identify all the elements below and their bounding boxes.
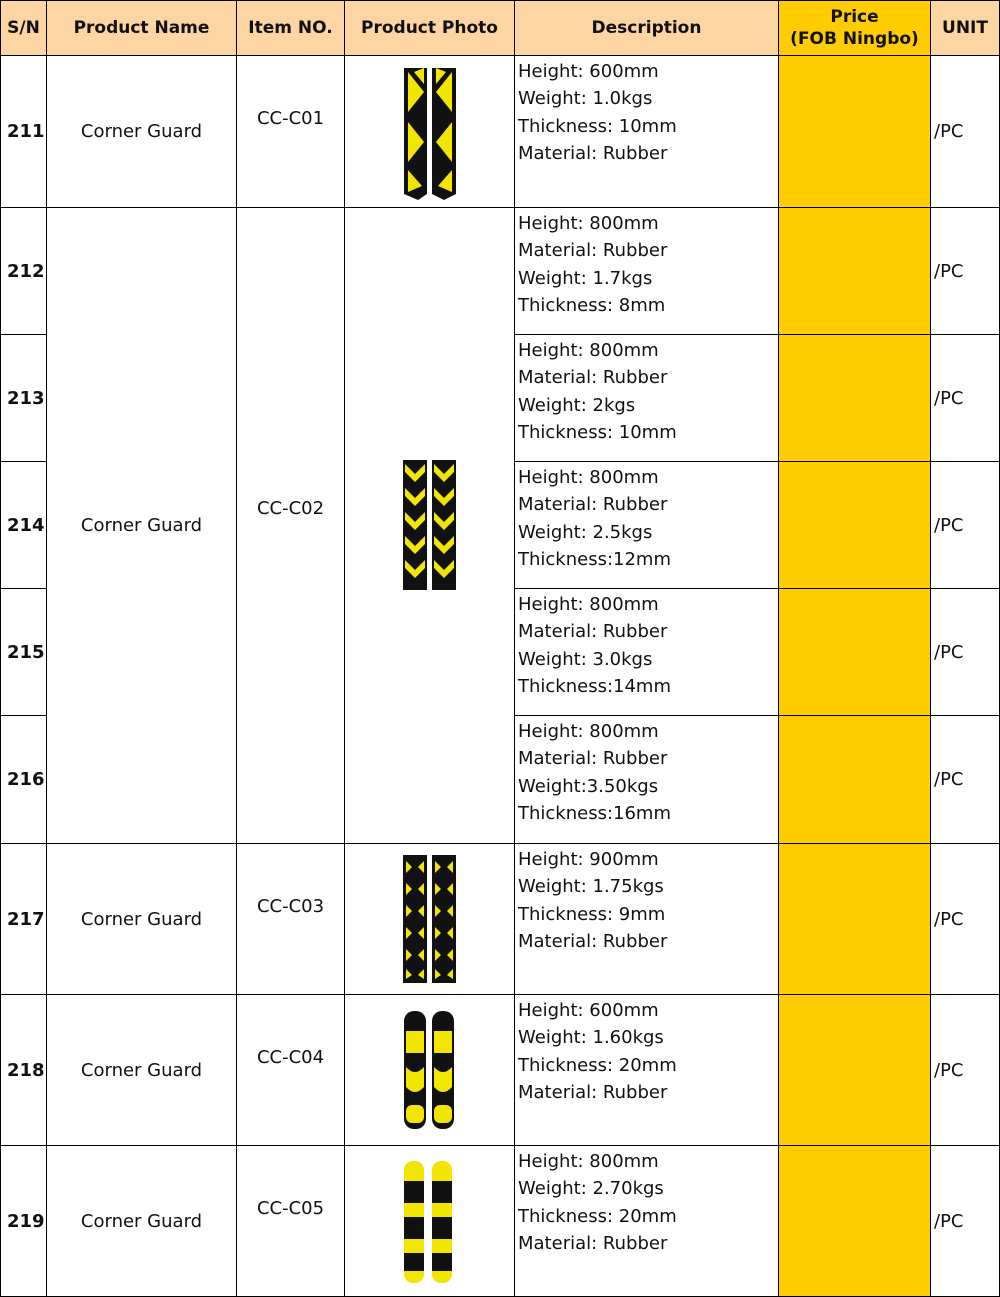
unit-value: /PC: [934, 260, 964, 282]
unit-cell: [930, 843, 1000, 995]
sn-cell: [0, 461, 47, 589]
description-cell: [514, 588, 779, 716]
unit-value: /PC: [934, 514, 964, 536]
sn-cell: [0, 843, 47, 995]
product-photo-cell: [344, 843, 515, 995]
sn-cell: [0, 588, 47, 716]
description-line: Material: Rubber: [518, 142, 668, 164]
description-line: Thickness: 10mm: [518, 115, 677, 137]
item-no: CC-C05: [256, 1198, 325, 1219]
description-line: Weight: 1.0kgs: [518, 88, 653, 110]
header-unit-label: UNIT: [942, 17, 988, 38]
description-line: Weight:3.50kgs: [518, 775, 659, 797]
description-line: Weight: 3.0kgs: [518, 648, 653, 670]
description-line: Thickness:16mm: [518, 802, 671, 824]
item-no: CC-C03: [256, 896, 325, 917]
price-cell: [778, 588, 931, 716]
item-no: CC-C04: [256, 1047, 325, 1068]
serial-number: 215: [7, 641, 45, 663]
header-price-label: Price: [830, 6, 879, 27]
description-line: Height: 900mm: [518, 849, 659, 870]
description-line: Weight: 2.5kgs: [518, 521, 653, 543]
header-description-label: Description: [591, 17, 702, 38]
chevron-corner-guard-icon: [400, 62, 460, 202]
unit-cell: [930, 994, 1000, 1146]
serial-number: 213: [7, 387, 45, 409]
header-product-name: [46, 0, 237, 56]
header-unit: [930, 0, 1000, 56]
product-name-cell: [46, 1145, 237, 1297]
description-cell: [514, 843, 779, 995]
chevron-corner-guard-icon: [400, 456, 460, 596]
description-line: Material: Rubber: [518, 748, 668, 770]
product-photo-cell: [344, 55, 515, 208]
header-price-terms: (FOB Ningbo): [790, 29, 919, 49]
item-no-cell: [236, 843, 345, 995]
striped-corner-guard-icon: [400, 849, 460, 989]
unit-cell: [930, 55, 1000, 208]
description-line: Weight: 1.7kgs: [518, 267, 653, 289]
description-cell: [514, 994, 779, 1146]
description-line: Material: Rubber: [518, 494, 668, 516]
price-cell: [778, 715, 931, 844]
unit-cell: [930, 715, 1000, 844]
item-no: CC-C02: [256, 498, 325, 519]
description-line: Material: Rubber: [518, 1081, 668, 1103]
product-name-cell: [46, 55, 237, 208]
description-cell: [514, 55, 779, 208]
unit-cell: [930, 588, 1000, 716]
unit-value: /PC: [934, 1059, 964, 1081]
item-no: CC-C01: [256, 108, 325, 129]
sn-cell: [0, 55, 47, 208]
serial-number: 219: [7, 1210, 45, 1232]
description-line: Height: 800mm: [518, 1151, 659, 1172]
description-line: Height: 800mm: [518, 340, 659, 361]
price-cell: [778, 1145, 931, 1297]
description-line: Height: 800mm: [518, 467, 659, 488]
price-cell: [778, 55, 931, 208]
price-cell: [778, 461, 931, 589]
serial-number: 218: [7, 1059, 45, 1081]
description-line: Height: 600mm: [518, 1000, 659, 1021]
description-line: Weight: 1.60kgs: [518, 1027, 664, 1049]
item-no-cell: [236, 994, 345, 1146]
description-line: Thickness: 20mm: [518, 1054, 677, 1076]
header-item-no: [236, 0, 345, 56]
price-cell: [778, 843, 931, 995]
product-name-cell: [46, 843, 237, 995]
serial-number: 212: [7, 260, 45, 282]
product-name: Corner Guard: [80, 121, 203, 142]
price-cell: [778, 334, 931, 462]
header-item-no-label: Item NO.: [248, 17, 333, 38]
header-product-photo: [344, 0, 515, 56]
description-cell: [514, 461, 779, 589]
item-no-cell: [236, 207, 345, 844]
header-sn: [0, 0, 47, 56]
description-line: Material: Rubber: [518, 367, 668, 389]
description-line: Material: Rubber: [518, 1232, 668, 1254]
description-line: Height: 800mm: [518, 594, 659, 615]
description-line: Weight: 2.70kgs: [518, 1178, 664, 1200]
sn-cell: [0, 207, 47, 335]
description-line: Thickness: 9mm: [518, 903, 666, 925]
product-name: Corner Guard: [80, 1059, 203, 1081]
header-product-photo-label: Product Photo: [361, 17, 498, 38]
description-line: Thickness:14mm: [518, 675, 671, 697]
sn-cell: [0, 334, 47, 462]
product-photo-cell: [344, 207, 515, 844]
description-line: Height: 800mm: [518, 721, 659, 742]
product-name: Corner Guard: [80, 908, 203, 930]
product-name-cell: [46, 994, 237, 1146]
round-corner-guard-icon: [400, 1155, 460, 1287]
unit-cell: [930, 207, 1000, 335]
serial-number: 211: [7, 121, 45, 142]
description-line: Height: 800mm: [518, 213, 659, 234]
sn-cell: [0, 715, 47, 844]
description-line: Material: Rubber: [518, 240, 668, 262]
unit-value: /PC: [934, 641, 964, 663]
product-photo-cell: [344, 994, 515, 1146]
description-line: Height: 600mm: [518, 61, 659, 82]
product-name: Corner Guard: [80, 1210, 203, 1232]
unit-cell: [930, 334, 1000, 462]
unit-value: /PC: [934, 387, 964, 409]
product-name-cell: [46, 207, 237, 844]
description-line: Thickness:12mm: [518, 548, 671, 570]
header-sn-label: S/N: [7, 17, 40, 38]
description-line: Thickness: 20mm: [518, 1205, 677, 1227]
header-price: [778, 0, 931, 56]
unit-value: /PC: [934, 908, 964, 930]
description-line: Weight: 2kgs: [518, 394, 636, 416]
product-photo-cell: [344, 1145, 515, 1297]
description-cell: [514, 715, 779, 844]
serial-number: 216: [7, 769, 45, 790]
header-product-name-label: Product Name: [73, 17, 210, 38]
sn-cell: [0, 994, 47, 1146]
unit-cell: [930, 1145, 1000, 1297]
unit-value: /PC: [934, 1210, 964, 1232]
serial-number: 214: [7, 514, 45, 536]
unit-cell: [930, 461, 1000, 589]
description-line: Thickness: 10mm: [518, 421, 677, 443]
sn-cell: [0, 1145, 47, 1297]
description-line: Thickness: 8mm: [518, 294, 666, 316]
unit-value: /PC: [934, 121, 964, 142]
description-cell: [514, 207, 779, 335]
description-line: Material: Rubber: [518, 930, 668, 952]
item-no-cell: [236, 1145, 345, 1297]
item-no-cell: [236, 55, 345, 208]
price-cell: [778, 994, 931, 1146]
description-line: Material: Rubber: [518, 621, 668, 643]
description-cell: [514, 1145, 779, 1297]
header-description: [514, 0, 779, 56]
unit-value: /PC: [934, 769, 964, 790]
serial-number: 217: [7, 908, 45, 930]
description-line: Weight: 1.75kgs: [518, 876, 664, 898]
description-cell: [514, 334, 779, 462]
product-name: Corner Guard: [80, 515, 203, 536]
round-corner-guard-icon: [400, 1005, 460, 1135]
price-cell: [778, 207, 931, 335]
